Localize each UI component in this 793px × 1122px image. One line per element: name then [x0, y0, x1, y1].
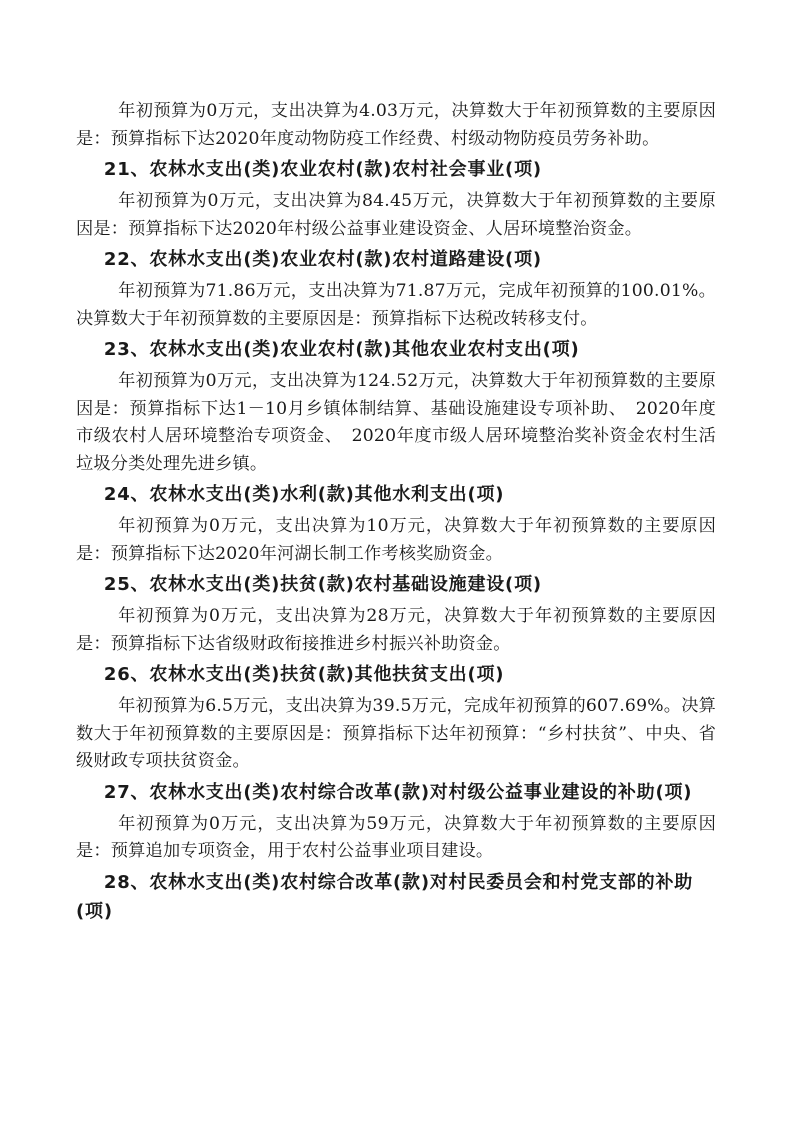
paragraph-25: 年初预算为0万元，支出决算为28万元，决算数大于年初预算数的主要原因是：预算指标下达省级财政衔接推进乡村振兴补助资金。	[76, 606, 716, 654]
heading-27: 27、农林水支出(类)农村综合改革(款)对村级公益事业建设的补助(项)	[103, 781, 693, 803]
paragraph-21: 年初预算为0万元，支出决算为84.45万元，决算数大于年初预算数的主要原因是：预算指标下达2020年村级公益事业建设资金、人居环境整治资金。	[76, 191, 716, 239]
document-body	[76, 98, 716, 930]
paragraph-22: 年初预算为71.86万元，支出决算为71.87万元，完成年初预算的100.01%。决算数大于年初预算数的主要原因是：预算指标下达税改转移支付。	[76, 281, 716, 329]
heading-22: 22、农林水支出(类)农业农村(款)农村道路建设(项)	[103, 249, 542, 270]
heading-23: 23、农林水支出(类)农业农村(款)其他农业农村支出(项)	[103, 339, 580, 360]
paragraph-23: 年初预算为0万元，支出决算为124.52万元，决算数大于年初预算数的主要原因是：预算指标下达1－10月乡镇体制结算、基础设施建设专项补助、 2020年度市级农村人居环境整治专项资金、 2020年度市级人居环境整治奖补资金农村生活垃圾分类处理先进乡镇。	[76, 371, 716, 474]
heading-21: 21、农林水支出(类)农业农村(款)农村社会事业(项)	[103, 159, 542, 180]
heading-24: 24、农林水支出(类)水利(款)其他水利支出(项)	[103, 484, 505, 505]
paragraph-intro: 年初预算为0万元，支出决算为4.03万元，决算数大于年初预算数的主要原因是：预算指标下达2020年度动物防疫工作经费、村级动物防疫员劳务补助。	[76, 101, 716, 149]
paragraph-26: 年初预算为6.5万元，支出决算为39.5万元，完成年初预算的607.69%。决算数大于年初预算数的主要原因是：预算指标下达年初预算：“乡村扶贫”、中央、省级财政专项扶贫资金。	[76, 696, 716, 771]
paragraph-27: 年初预算为0万元，支出决算为59万元，决算数大于年初预算数的主要原因是：预算追加专项资金，用于农村公益事业项目建设。	[76, 813, 716, 861]
paragraph-24: 年初预算为0万元，支出决算为10万元，决算数大于年初预算数的主要原因是：预算指标下达2020年河湖长制工作考核奖励资金。	[76, 516, 716, 564]
heading-25: 25、农林水支出(类)扶贫(款)农村基础设施建设(项)	[103, 574, 542, 595]
heading-26: 26、农林水支出(类)扶贫(款)其他扶贫支出(项)	[103, 664, 505, 685]
heading-28: 28、农林水支出(类)农村综合改革(款)对村民委员会和村党支部的补助(项)	[76, 871, 694, 922]
